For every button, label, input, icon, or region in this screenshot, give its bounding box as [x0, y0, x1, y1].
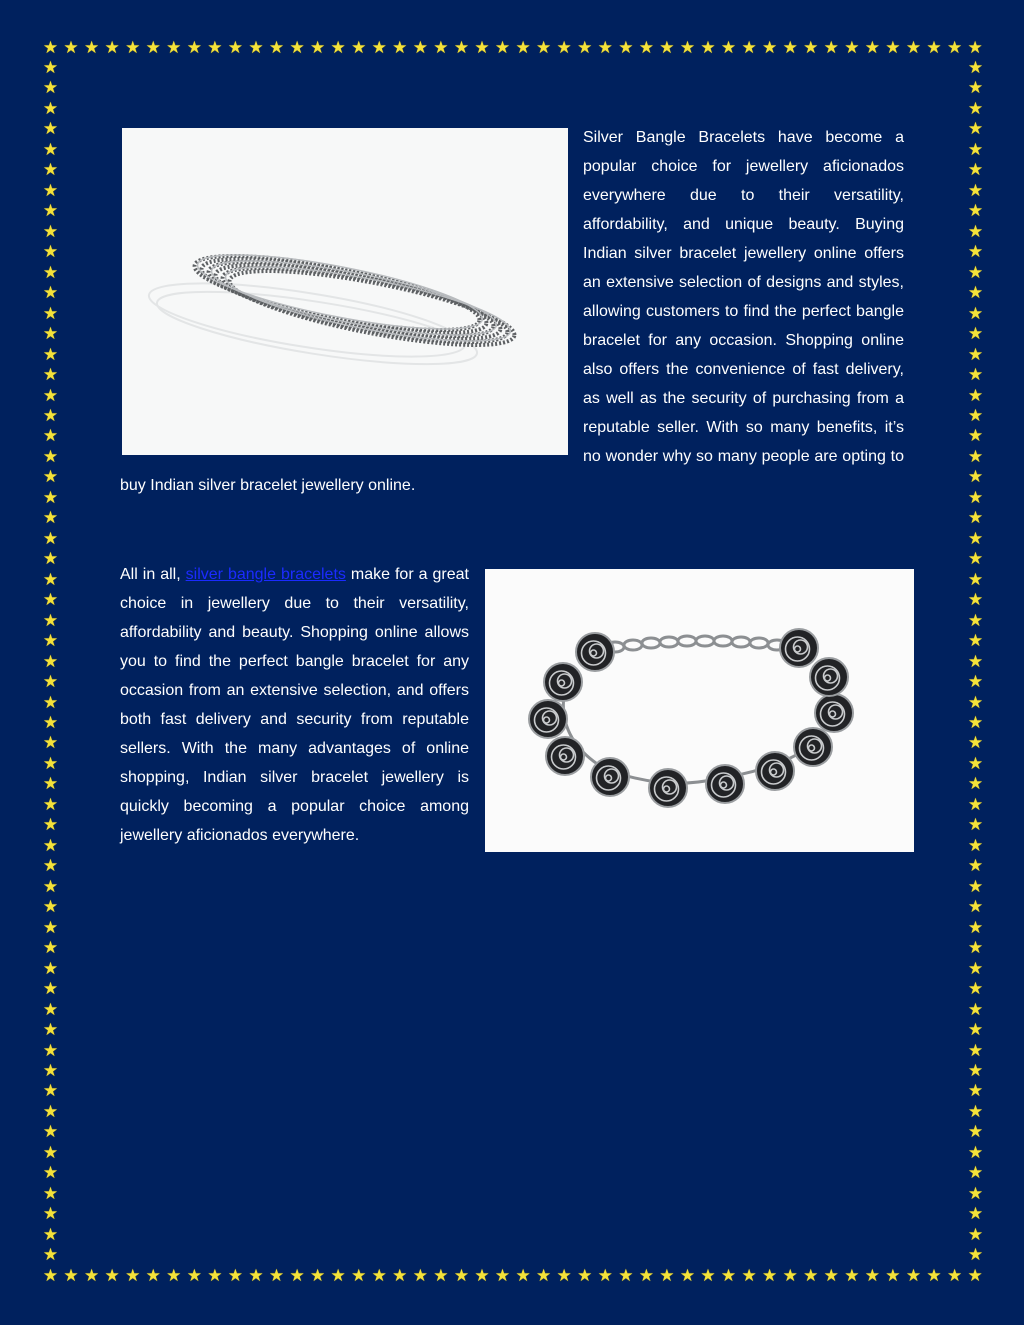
star-icon: ★ [720, 38, 737, 58]
star-icon: ★ [967, 999, 984, 1020]
star-icon: ★ [967, 651, 984, 672]
star-icon: ★ [42, 528, 59, 549]
star-icon: ★ [967, 508, 984, 529]
star-icon: ★ [967, 180, 984, 201]
star-icon: ★ [42, 692, 59, 713]
star-icon: ★ [967, 467, 984, 488]
star-icon: ★ [864, 38, 880, 58]
star-icon: ★ [844, 1266, 860, 1286]
star-icon: ★ [597, 1266, 613, 1286]
star-icon: ★ [42, 385, 59, 406]
star-icon: ★ [330, 1266, 346, 1286]
star-icon: ★ [967, 1142, 984, 1163]
star-icon: ★ [42, 672, 59, 693]
star-icon: ★ [967, 1224, 984, 1245]
star-icon: ★ [453, 1266, 470, 1286]
star-icon: ★ [351, 38, 367, 58]
star-icon: ★ [967, 160, 984, 181]
star-icon: ★ [967, 753, 984, 774]
star-icon: ★ [967, 38, 983, 58]
silver-bangle-bracelets-link[interactable]: silver bangle bracelets [185, 566, 346, 583]
star-icon: ★ [42, 713, 59, 733]
star-icon: ★ [967, 528, 984, 549]
star-icon: ★ [967, 979, 984, 1000]
star-icon: ★ [494, 1266, 511, 1286]
star-icon: ★ [885, 1266, 901, 1286]
star-icon: ★ [330, 38, 346, 58]
star-icon: ★ [42, 58, 59, 78]
star-icon: ★ [967, 1081, 984, 1102]
star-icon: ★ [42, 958, 59, 979]
star-icon: ★ [864, 1266, 880, 1286]
star-icon: ★ [42, 897, 59, 918]
star-icon: ★ [967, 1101, 984, 1122]
star-icon: ★ [967, 1163, 984, 1184]
star-icon: ★ [309, 1266, 326, 1286]
star-icon: ★ [42, 242, 59, 263]
star-icon: ★ [556, 38, 572, 58]
star-icon: ★ [967, 201, 984, 222]
star-icon: ★ [42, 979, 59, 1000]
star-icon: ★ [967, 139, 984, 160]
star-icon: ★ [42, 365, 59, 386]
star-icon: ★ [42, 1224, 59, 1245]
star-icon: ★ [42, 1040, 59, 1061]
star-icon: ★ [42, 856, 59, 877]
star-icon: ★ [967, 1020, 984, 1041]
star-icon: ★ [42, 917, 59, 938]
star-icon: ★ [42, 344, 59, 365]
star-icon: ★ [659, 38, 675, 58]
star-icon: ★ [967, 917, 984, 938]
star-icon: ★ [268, 1266, 285, 1286]
star-icon: ★ [782, 38, 798, 58]
star-icon: ★ [63, 38, 79, 58]
star-icon: ★ [577, 38, 593, 58]
star-icon: ★ [967, 242, 984, 263]
star-icon: ★ [967, 78, 984, 99]
star-icon: ★ [166, 1266, 182, 1286]
star-icon: ★ [967, 221, 984, 242]
star-icon: ★ [248, 38, 264, 58]
star-icon: ★ [967, 835, 984, 856]
star-icon: ★ [42, 1060, 59, 1081]
star-icon: ★ [453, 38, 470, 58]
star-icon: ★ [42, 426, 59, 447]
rose-charm [706, 765, 744, 803]
star-icon: ★ [967, 98, 984, 119]
star-icon: ★ [289, 1266, 305, 1286]
star-border-left [42, 60, 59, 1265]
star-icon: ★ [474, 1266, 490, 1286]
star-icon: ★ [967, 119, 984, 140]
star-icon: ★ [803, 1266, 819, 1286]
star-icon: ★ [42, 1266, 59, 1286]
star-border-top [42, 40, 984, 57]
star-icon: ★ [967, 1183, 984, 1204]
rose-charm [649, 769, 687, 807]
star-icon: ★ [967, 365, 984, 386]
star-icon: ★ [679, 1266, 696, 1286]
star-icon: ★ [618, 1266, 634, 1286]
star-icon: ★ [515, 38, 531, 58]
star-icon: ★ [885, 38, 901, 58]
star-icon: ★ [967, 631, 984, 652]
star-icon: ★ [309, 38, 326, 58]
star-icon: ★ [597, 38, 613, 58]
star-icon: ★ [42, 651, 59, 672]
star-icon: ★ [42, 549, 59, 570]
star-icon: ★ [42, 1081, 59, 1102]
star-icon: ★ [659, 1266, 675, 1286]
star-icon: ★ [42, 938, 59, 959]
star-icon: ★ [700, 38, 716, 58]
star-icon: ★ [42, 774, 59, 795]
star-icon: ★ [42, 733, 59, 754]
star-icon: ★ [42, 815, 59, 836]
star-icon: ★ [125, 1266, 141, 1286]
star-icon: ★ [42, 835, 59, 856]
star-icon: ★ [967, 672, 984, 693]
star-icon: ★ [371, 38, 387, 58]
star-icon: ★ [125, 38, 141, 58]
rose-charm [576, 633, 614, 671]
star-icon: ★ [42, 283, 59, 304]
star-icon: ★ [967, 733, 984, 754]
star-icon: ★ [104, 38, 120, 58]
star-icon: ★ [42, 876, 59, 897]
summary-text-end: make for a great choice in jewellery due to their versatility, affordability and beauty. Shopping online allows you to find the perfect bangle bracelet for any occasion from an extensive selection, and offers both fast delivery and security from reputable sellers. With the many advantages of online shopping, Indian silver bracelet jewellery is quickly becoming a popular choice among jewellery aficionados everywhere. [120, 566, 469, 844]
star-icon: ★ [42, 303, 59, 324]
star-icon: ★ [42, 1183, 59, 1204]
star-icon: ★ [946, 38, 963, 58]
star-icon: ★ [967, 549, 984, 570]
star-icon: ★ [42, 1122, 59, 1143]
star-icon: ★ [967, 426, 984, 447]
star-icon: ★ [42, 610, 59, 631]
star-icon: ★ [741, 1266, 757, 1286]
star-icon: ★ [166, 38, 182, 58]
star-icon: ★ [536, 38, 552, 58]
star-icon: ★ [371, 1266, 387, 1286]
star-icon: ★ [967, 569, 984, 590]
star-icon: ★ [967, 815, 984, 836]
star-icon: ★ [967, 610, 984, 631]
intro-text: Silver Bangle Bracelets have become a popular choice for jewellery aficionados everywhere due to their versatility, affordability, and unique beauty. Buying Indian silver bracelet jewellery online offers an extensive selection of designs and styles, allowing customers to find the perfect bangle bracelet for any occasion. Shopping online also offers the convenience of fast delivery, as well as the security of purchasing from a reputable seller. With so many benefits, it’s no wonder why so many people are opting to buy Indian silver bracelet jewellery online. [120, 129, 904, 494]
star-icon: ★ [42, 1101, 59, 1122]
star-icon: ★ [905, 1266, 922, 1286]
star-icon: ★ [42, 78, 59, 99]
star-icon: ★ [782, 1266, 798, 1286]
star-border-right [967, 60, 984, 1265]
star-icon: ★ [618, 38, 634, 58]
star-icon: ★ [967, 958, 984, 979]
star-icon: ★ [145, 1266, 161, 1286]
star-icon: ★ [83, 1266, 100, 1286]
star-icon: ★ [83, 38, 100, 58]
rose-charm [794, 728, 832, 766]
rose-bracelet-image [485, 569, 914, 852]
rose-charm [544, 663, 582, 701]
star-icon: ★ [803, 38, 819, 58]
star-icon: ★ [186, 38, 202, 58]
star-icon: ★ [42, 631, 59, 652]
star-icon: ★ [946, 1266, 963, 1286]
star-icon: ★ [227, 38, 244, 58]
star-icon: ★ [967, 794, 984, 815]
star-icon: ★ [42, 1245, 59, 1266]
star-icon: ★ [42, 98, 59, 119]
star-icon: ★ [207, 38, 223, 58]
rose-charm [529, 700, 567, 738]
star-icon: ★ [926, 38, 942, 58]
star-icon: ★ [905, 38, 922, 58]
star-icon: ★ [42, 1142, 59, 1163]
rose-charm [815, 694, 853, 732]
star-icon: ★ [967, 1204, 984, 1225]
star-icon: ★ [474, 38, 490, 58]
star-icon: ★ [42, 201, 59, 222]
rose-charm [810, 658, 848, 696]
star-icon: ★ [967, 324, 984, 345]
star-icon: ★ [638, 38, 654, 58]
star-icon: ★ [63, 1266, 79, 1286]
star-icon: ★ [720, 1266, 737, 1286]
star-icon: ★ [967, 446, 984, 467]
star-icon: ★ [433, 1266, 449, 1286]
star-icon: ★ [515, 1266, 531, 1286]
star-icon: ★ [967, 897, 984, 918]
star-icon: ★ [433, 38, 449, 58]
star-icon: ★ [104, 1266, 120, 1286]
star-icon: ★ [42, 590, 59, 611]
star-icon: ★ [967, 713, 984, 733]
star-icon: ★ [42, 487, 59, 508]
star-icon: ★ [351, 1266, 367, 1286]
star-icon: ★ [227, 1266, 244, 1286]
star-icon: ★ [42, 1020, 59, 1041]
star-icon: ★ [42, 446, 59, 467]
star-icon: ★ [967, 1245, 984, 1266]
star-icon: ★ [823, 1266, 839, 1286]
star-icon: ★ [967, 1266, 983, 1286]
star-icon: ★ [967, 774, 984, 795]
star-icon: ★ [762, 38, 778, 58]
star-border-bottom [42, 1268, 984, 1285]
star-icon: ★ [844, 38, 860, 58]
intro-paragraph [120, 123, 904, 500]
star-icon: ★ [268, 38, 285, 58]
star-icon: ★ [392, 38, 408, 58]
star-icon: ★ [42, 569, 59, 590]
star-icon: ★ [967, 487, 984, 508]
star-icon: ★ [967, 938, 984, 959]
star-icon: ★ [42, 794, 59, 815]
star-icon: ★ [967, 303, 984, 324]
star-icon: ★ [42, 139, 59, 160]
star-icon: ★ [392, 1266, 408, 1286]
rose-charm [780, 629, 818, 667]
star-icon: ★ [42, 753, 59, 774]
rose-charm [546, 737, 584, 775]
star-icon: ★ [42, 160, 59, 181]
star-icon: ★ [967, 1122, 984, 1143]
star-icon: ★ [42, 119, 59, 140]
star-icon: ★ [967, 385, 984, 406]
star-icon: ★ [42, 324, 59, 345]
star-icon: ★ [556, 1266, 572, 1286]
star-icon: ★ [42, 38, 59, 58]
star-icon: ★ [967, 856, 984, 877]
star-icon: ★ [494, 38, 511, 58]
star-icon: ★ [741, 38, 757, 58]
star-icon: ★ [412, 1266, 428, 1286]
star-icon: ★ [700, 1266, 716, 1286]
star-icon: ★ [42, 508, 59, 529]
star-icon: ★ [289, 38, 305, 58]
star-icon: ★ [42, 262, 59, 283]
star-icon: ★ [248, 1266, 264, 1286]
star-icon: ★ [967, 1040, 984, 1061]
star-icon: ★ [967, 590, 984, 611]
star-icon: ★ [762, 1266, 778, 1286]
star-icon: ★ [145, 38, 161, 58]
star-icon: ★ [967, 1060, 984, 1081]
star-icon: ★ [967, 876, 984, 897]
star-icon: ★ [926, 1266, 942, 1286]
star-icon: ★ [967, 405, 984, 426]
star-icon: ★ [679, 38, 696, 58]
star-icon: ★ [42, 405, 59, 426]
star-icon: ★ [42, 467, 59, 488]
star-icon: ★ [967, 262, 984, 283]
star-icon: ★ [967, 283, 984, 304]
summary-text-start: All in all, [120, 566, 186, 583]
rose-charm [591, 758, 629, 796]
star-icon: ★ [823, 38, 839, 58]
star-icon: ★ [638, 1266, 654, 1286]
summary-paragraph [120, 560, 469, 850]
star-icon: ★ [42, 221, 59, 242]
rose-charm [756, 752, 794, 790]
star-icon: ★ [42, 180, 59, 201]
star-icon: ★ [536, 1266, 552, 1286]
star-icon: ★ [42, 1204, 59, 1225]
star-icon: ★ [186, 1266, 202, 1286]
star-icon: ★ [42, 999, 59, 1020]
star-icon: ★ [207, 1266, 223, 1286]
star-icon: ★ [967, 344, 984, 365]
star-icon: ★ [412, 38, 428, 58]
star-icon: ★ [577, 1266, 593, 1286]
silver-bangles-image [122, 128, 568, 455]
star-icon: ★ [967, 58, 984, 78]
star-icon: ★ [42, 1163, 59, 1184]
star-icon: ★ [967, 692, 984, 713]
